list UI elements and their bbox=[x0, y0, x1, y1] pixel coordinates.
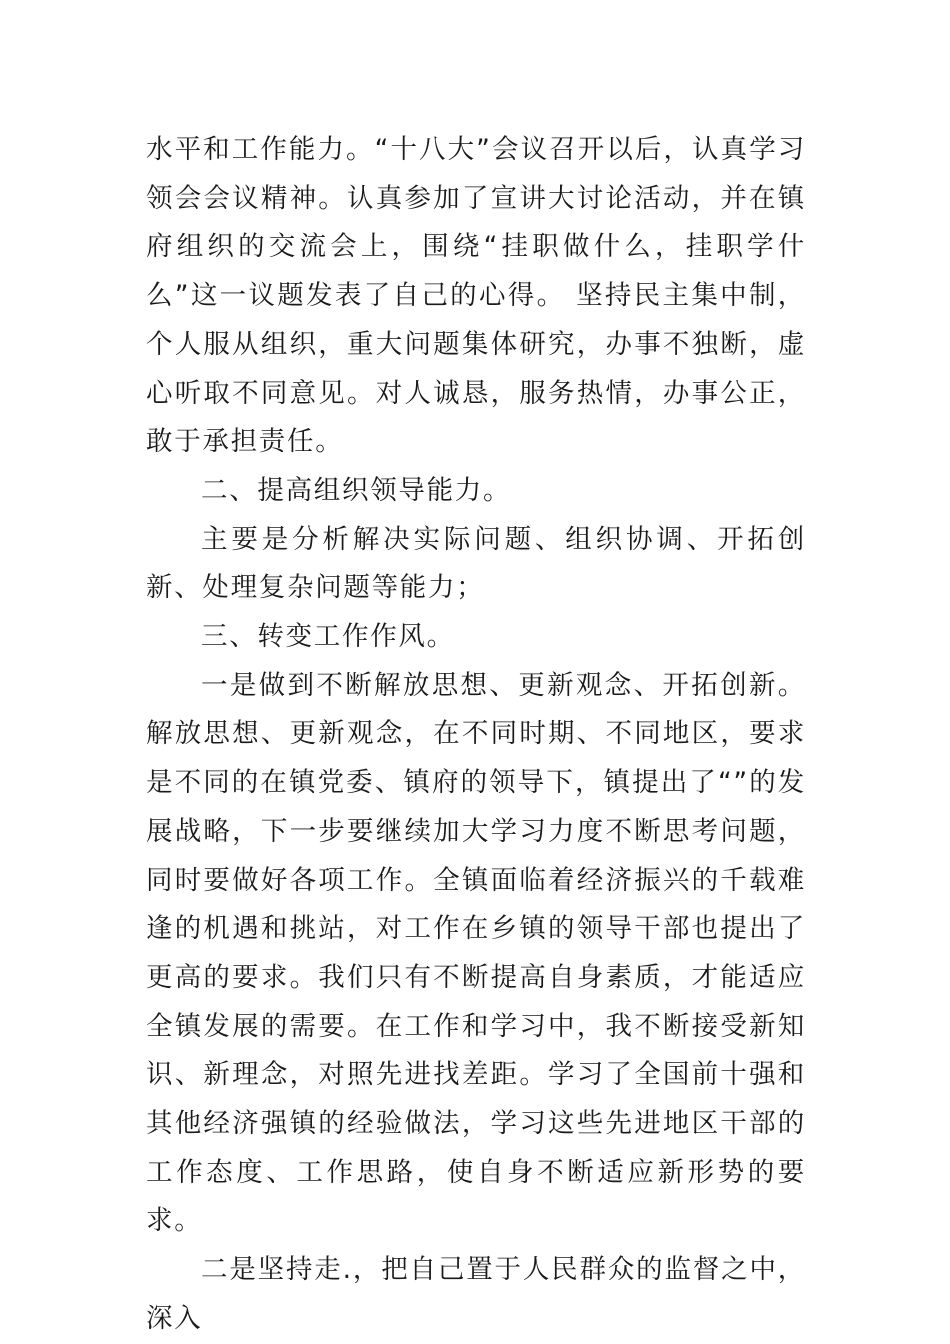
paragraph-work-ability: 水平和工作能力。“十八大”会议召开以后，认真学习领会会议精神。认真参加了宣讲大讨论活动，并在镇府组织的交流会上，围绕“挂职做什么，挂职学什么”这一议题发表了自己的心得。 坚持民主集中制，个人服从组织，重大问题集体研究，办事不独断，虚心听取不同意见。对人诚恳，服务热情，办事公正，敢于承担责任。 bbox=[146, 134, 806, 458]
document-body bbox=[146, 126, 806, 1344]
paragraph-mass-supervision: 二是坚持走.，把自己置于人民群众的监督之中，深入 bbox=[146, 1254, 806, 1334]
heading-improve-leadership: 二、提高组织领导能力。 bbox=[201, 474, 512, 506]
heading-change-work-style: 三、转变工作作风。 bbox=[201, 621, 455, 653]
paragraph-leadership-details: 主要是分析解决实际问题、组织协调、开拓创新、处理复杂问题等能力； bbox=[146, 523, 806, 604]
paragraph-emancipate-mind: 一是做到不断解放思想、更新观念、开拓创新。解放思想、更新观念，在不同时期、不同地区，要求是不同的在镇党委、镇府的领导下，镇提出了“”的发展战略，下一步要继续加大学习力度不断思考问题，同时要做好各项工作。全镇面临着经济振兴的千载难逢的机遇和挑站，对工作在乡镇的领导干部也提出了更高的要求。我们只有不断提高自身素质，才能适应全镇发展的需要。在工作和学习中，我不断接受新知识、新理念，对照先进找差距。学习了全国前十强和其他经济强镇的经验做法，学习这些先进地区干部的工作态度、工作思路，使自身不断适应新形势的要求。 bbox=[146, 669, 806, 1237]
